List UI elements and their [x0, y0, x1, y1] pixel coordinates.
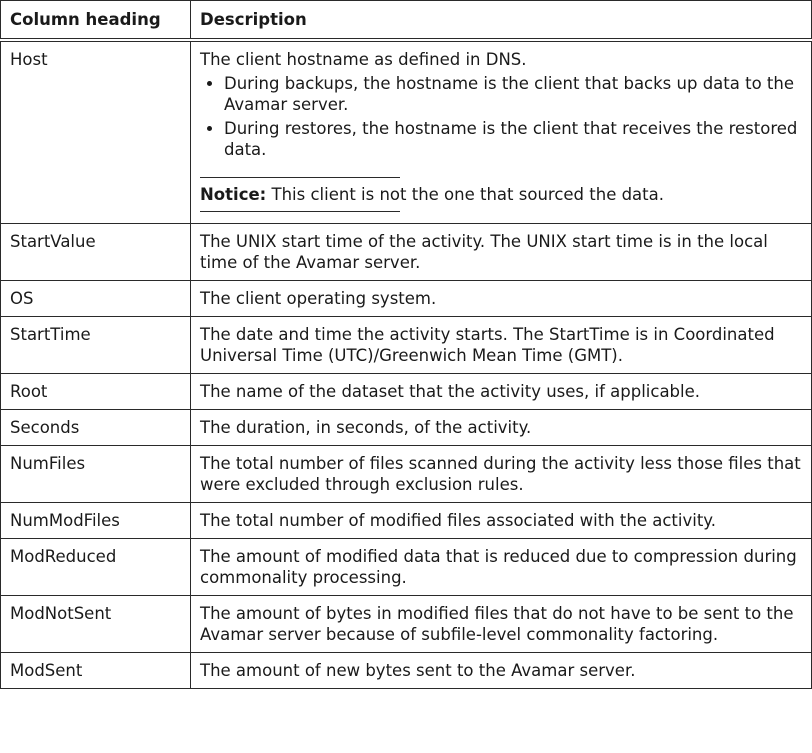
row-heading: NumFiles: [1, 446, 191, 503]
row-description: The total number of modified files associated with the activity.: [191, 503, 812, 539]
table-header-row: [1, 1, 812, 41]
row-heading: Host: [1, 40, 191, 224]
row-description: The amount of new bytes sent to the Avamar server.: [191, 653, 812, 689]
row-heading: Root: [1, 374, 191, 410]
row-description: The duration, in seconds, of the activity.: [191, 410, 812, 446]
row-heading: ModSent: [1, 653, 191, 689]
row-description: The UNIX start time of the activity. The UNIX start time is in the local time of the Avamar server.: [191, 224, 812, 281]
row-description: The amount of bytes in modified files that do not have to be sent to the Avamar server because of subfile-level commonality factoring.: [191, 596, 812, 653]
notice-bottom-rule: [200, 211, 400, 212]
table-row: [1, 374, 812, 410]
table-row: [1, 653, 812, 689]
header-description: Description: [191, 1, 812, 41]
bullet-list: [200, 73, 802, 160]
row-description: The client operating system.: [191, 281, 812, 317]
row-description: The total number of files scanned during the activity less those files that were excluded through exclusion rules.: [191, 446, 812, 503]
table-row: [1, 281, 812, 317]
host-intro: The client hostname as defined in DNS.: [200, 50, 527, 69]
table-row: [1, 446, 812, 503]
header-column-heading: Column heading: [1, 1, 191, 41]
row-heading: OS: [1, 281, 191, 317]
row-heading: StartTime: [1, 317, 191, 374]
table-row: [1, 539, 812, 596]
bullet-item: • During restores, the hostname is the client that receives the restored data.: [224, 118, 802, 160]
notice-label: Notice:: [200, 185, 267, 204]
row-heading: Seconds: [1, 410, 191, 446]
notice-box: [200, 177, 664, 212]
bullet-item: • During backups, the hostname is the client that backs up data to the Avamar server.: [224, 73, 802, 115]
row-heading: StartValue: [1, 224, 191, 281]
table-row: [1, 503, 812, 539]
table-row: [1, 596, 812, 653]
notice-text: This client is not the one that sourced the data.: [266, 185, 664, 204]
row-description: The name of the dataset that the activity uses, if applicable.: [191, 374, 812, 410]
row-description: [191, 40, 812, 224]
row-description: The amount of modified data that is reduced due to compression during commonality processing.: [191, 539, 812, 596]
table-row: [1, 317, 812, 374]
table-row: [1, 40, 812, 224]
row-description: The date and time the activity starts. The StartTime is in Coordinated Universal Time (UTC)/Greenwich Mean Time (GMT).: [191, 317, 812, 374]
row-heading: ModNotSent: [1, 596, 191, 653]
row-heading: ModReduced: [1, 539, 191, 596]
table-row: [1, 410, 812, 446]
row-heading: NumModFiles: [1, 503, 191, 539]
table-row: [1, 224, 812, 281]
